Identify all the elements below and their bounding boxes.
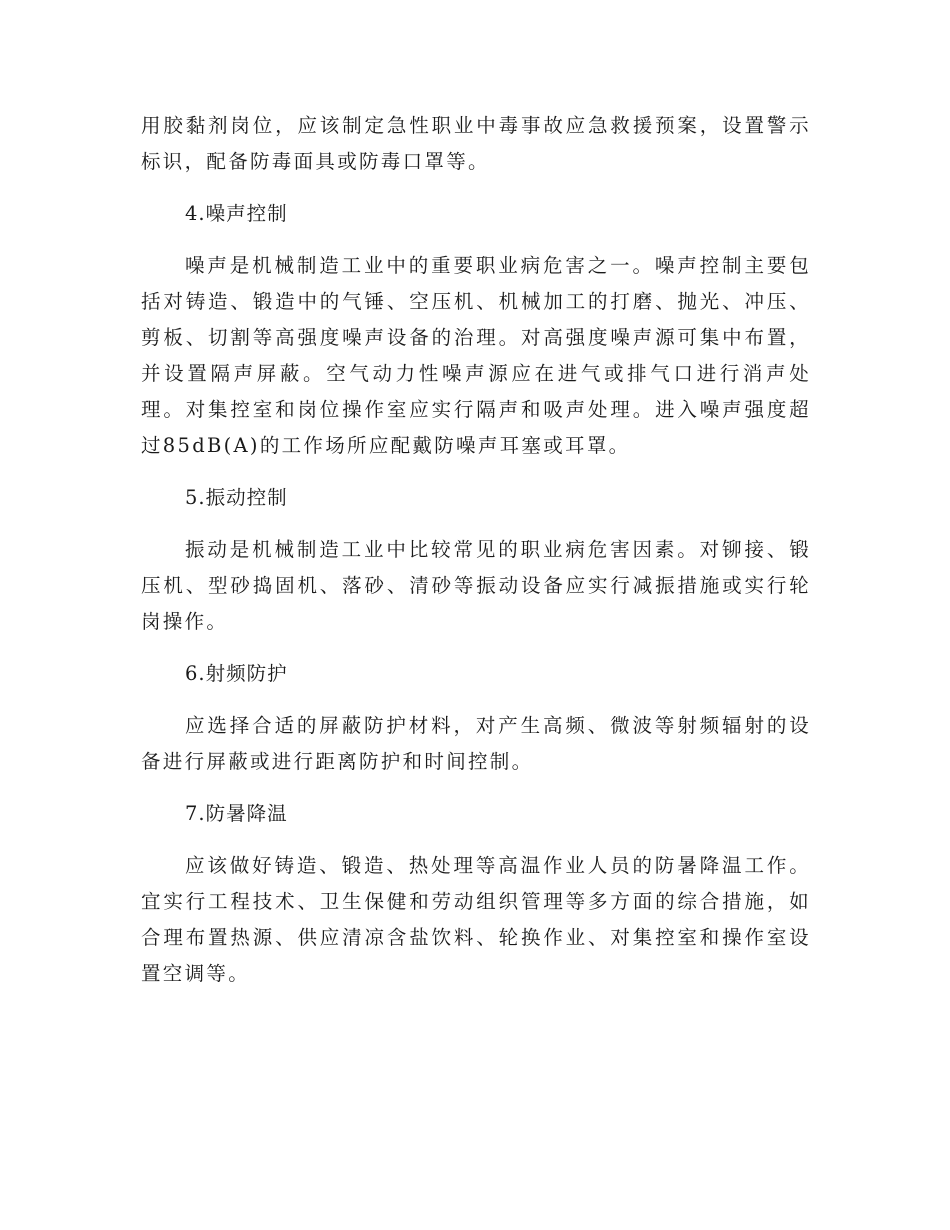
paragraph-radio-frequency-protection: 应选择合适的屏蔽防护材料，对产生高频、微波等射频辐射的设备进行屏蔽或进行距离防护和时间控制。 <box>141 714 811 773</box>
paragraph-noise-control: 噪声是机械制造工业中的重要职业病危害之一。噪声控制主要包括对铸造、锻造中的气锤、空压机、机械加工的打磨、抛光、冲压、剪板、切割等高强度噪声设备的治理。对高强度噪声源可集中布置，并设置隔声屏蔽。空气动力性噪声源应在进气或排气口进行消声处理。对集控室和岗位操作室应实行隔声和吸声处理。进入噪声强度超过85dB(A)的工作场所应配戴防噪声耳塞或耳罩。 <box>141 254 811 457</box>
paragraph-vibration-control: 振动是机械制造工业中比较常见的职业病危害因素。对铆接、锻压机、型砂捣固机、落砂、清砂等振动设备应实行减振措施或实行轮岗操作。 <box>141 538 811 633</box>
paragraph-continuation: 用胶黏剂岗位，应该制定急性职业中毒事故应急救援预案，设置警示标识，配备防毒面具或防毒口罩等。 <box>141 114 811 173</box>
document-body <box>141 108 811 1008</box>
section-heading-radio-frequency-protection: 6.射频防护 <box>185 662 288 685</box>
section-heading-noise-control: 4.噪声控制 <box>185 202 288 225</box>
section-heading-vibration-control: 5.振动控制 <box>185 486 288 509</box>
paragraph-heat-prevention: 应该做好铸造、锻造、热处理等高温作业人员的防暑降温工作。宜实行工程技术、卫生保健和劳动组织管理等多方面的综合措施，如合理布置热源、供应清凉含盐饮料、轮换作业、对集控室和操作室设置空调等。 <box>141 854 811 985</box>
section-heading-heat-prevention: 7.防暑降温 <box>185 802 288 825</box>
